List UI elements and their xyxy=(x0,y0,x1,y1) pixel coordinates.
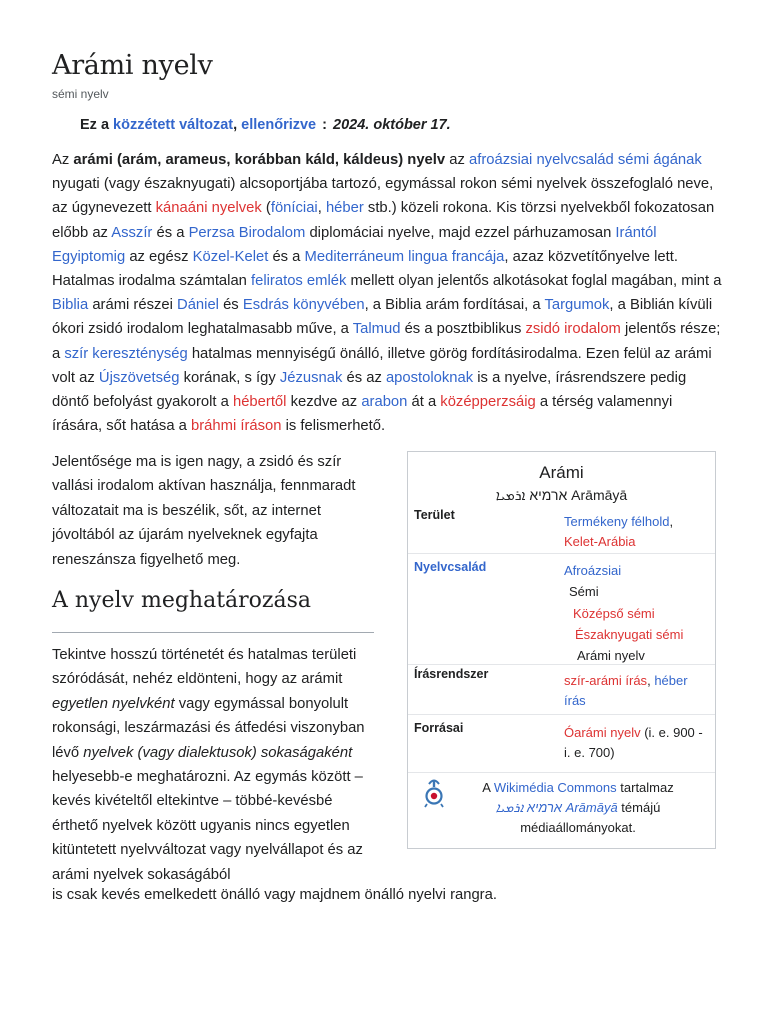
infobox-divider xyxy=(408,553,715,554)
infobox-divider xyxy=(408,664,715,665)
intro-link[interactable]: Irántól Egyiptomig xyxy=(52,224,657,265)
intro-text: Az xyxy=(52,152,74,168)
territory-value xyxy=(564,512,706,552)
intro-text: korának, s így xyxy=(179,369,280,386)
intro-text: hatalmas mennyiségű önálló, illetve görög fordításirodalma. Ezen felül az arámi volt az xyxy=(52,345,712,386)
intro-link[interactable]: Asszír xyxy=(111,224,153,241)
intro-link[interactable]: zsidó irodalom xyxy=(525,321,621,338)
family-label-link[interactable]: Nyelvcsalád xyxy=(414,560,487,574)
intro-text: és a posztbiblikus xyxy=(400,321,526,338)
definition-text: nyelvek (vagy dialektusok) sokaságaként xyxy=(83,744,353,761)
definition-text: Tekintve hosszú történetét és hatalmas területi szóródását, nehéz eldönteni, hogy az arámit xyxy=(52,647,357,688)
definition-text: egyetlen nyelvként xyxy=(52,695,175,712)
revision-colon: : xyxy=(322,117,327,133)
old-aramaic-link[interactable]: Óarámi nyelv xyxy=(564,725,641,740)
intro-text: mellett olyan jelentős alkotásokat foglal magában, mint a xyxy=(346,273,722,290)
revision-prefix: Ez a xyxy=(80,117,110,133)
fertile-crescent-link[interactable]: Termékeny félhold xyxy=(564,514,670,529)
east-arabia-link[interactable]: Kelet-Arábia xyxy=(564,534,636,549)
intro-text: át a xyxy=(407,394,441,411)
intro-link[interactable]: középperzsáig xyxy=(440,394,536,411)
intro-text: az egész xyxy=(125,248,193,265)
intro-text: , a Biblián kívüli ókori zsidó irodalom leghatalmasabb műve, a xyxy=(52,297,713,338)
wikimedia-commons-link[interactable]: Wikimédia Commons xyxy=(493,780,617,795)
commons-mid: tartalmaz xyxy=(616,780,674,795)
intro-link[interactable]: Jézusnak xyxy=(279,369,343,386)
sources-label: Forrásai xyxy=(414,721,464,735)
commons-box xyxy=(408,772,715,848)
sources-value xyxy=(564,723,706,763)
commons-topic-link[interactable]: ארמיא ܐܪܡܝܐ Arāmāyā xyxy=(495,800,618,815)
sources-period: (i. e. 900 - i. e. 700) xyxy=(564,725,703,760)
language-infobox xyxy=(407,451,716,849)
intro-text: kezdve az xyxy=(286,394,362,411)
definition-paragraph-tail: is csak kevés emelkedett önálló vagy majdnem önálló nyelvi rangra. xyxy=(52,887,497,903)
revision-date: 2024. október 17. xyxy=(333,117,451,133)
intro-link[interactable]: Újszövetség xyxy=(98,369,180,386)
intro-text: , xyxy=(317,200,326,217)
intro-link[interactable]: sémi ágának xyxy=(617,152,702,168)
definition-paragraph xyxy=(52,643,374,887)
intro-text: és a xyxy=(152,224,189,241)
definition-text: vagy egymással bonyolult rokonsági, leszármazási és átfedési viszonyban lévő xyxy=(52,695,365,761)
intro-link[interactable]: Közel-Kelet xyxy=(192,248,269,265)
intro-text: , azaz közvetítőnyelve lett. Hatalmas irodalma számtalan xyxy=(52,248,678,290)
intro-link[interactable]: szír kereszténység xyxy=(64,345,188,362)
section-heading: A nyelv meghatározása xyxy=(52,588,312,613)
intro-link[interactable]: Mediterráneum lingua francája xyxy=(304,248,505,265)
revision-comma: , xyxy=(233,117,238,133)
intro-text: is a nyelve, írásrendszere pedig döntő befolyást gyakorolt a xyxy=(52,369,687,411)
family-tree xyxy=(564,560,706,666)
intro-link[interactable]: Esdrás könyvében xyxy=(242,297,365,314)
intro-link[interactable]: Dániel xyxy=(177,297,219,314)
wikimedia-commons-icon[interactable] xyxy=(422,778,446,808)
intro-link[interactable]: héber xyxy=(325,200,364,217)
family-semitic: Sémi xyxy=(569,584,599,600)
family-central-semitic-link[interactable]: Középső sémi xyxy=(573,605,655,621)
intro-link[interactable]: apostoloknak xyxy=(385,369,474,386)
intro-text: és az xyxy=(342,369,386,386)
intro-link[interactable]: arabon xyxy=(361,394,408,411)
checked-link[interactable]: ellenőrizve xyxy=(241,117,317,133)
syriac-aramaic-script-link[interactable]: szír-arámi írás xyxy=(564,673,648,688)
intro-text: nyugati (vagy északnyugati) alcsoportjába tartozó, egymással rokon sémi nyelvek összefoglaló neve, az úgynevezett xyxy=(52,176,714,217)
intro-link[interactable]: Perzsa Birodalom xyxy=(188,224,306,241)
family-afroasiatic-link[interactable]: Afroázsiai xyxy=(564,563,622,578)
significance-paragraph: Jelentősége ma is igen nagy, a zsidó és szír vallási irodalom aktívan használja, fennmaradt változatait ma is beszélik, sőt, az internet jóvoltából az újarám nyelveknek egyfajta reneszánsza figyelhető meg. xyxy=(52,454,356,568)
intro-text: és a xyxy=(268,248,305,265)
commons-post: témájú médiaállományokat. xyxy=(520,800,661,835)
commons-text xyxy=(448,778,708,838)
intro-link[interactable]: Talmud xyxy=(352,321,401,338)
intro-text: , a Biblia arám fordításai, a xyxy=(364,297,545,314)
intro-text: arámi (arám, arameus, korábban káld, káldeus) nyelv xyxy=(73,152,446,168)
definition-text: helyesebb-e meghatározni. Az egymás között – kevés kivételtől eltekintve – többé-kevésbé érthető nyelvek között ugyanis nincs egyetlen kitüntetett nyelvváltozat vagy nyelvállapot és az arámi nyelvek sokaságából xyxy=(52,769,363,883)
page-title: Arámi nyelv xyxy=(52,50,213,81)
intro-text: a térség valamennyi írására, sőt hatása a xyxy=(52,394,673,435)
intro-link[interactable]: afroázsiai nyelvcsalád xyxy=(469,152,614,168)
intro-link[interactable]: föníciai xyxy=(270,200,318,217)
intro-text: és xyxy=(218,297,243,314)
intro-text: is felismerhető. xyxy=(281,418,386,435)
intro-link[interactable]: Biblia xyxy=(52,297,89,314)
intro-text: az xyxy=(445,152,469,168)
intro-paragraph xyxy=(52,148,724,438)
script-separator: , xyxy=(647,673,651,688)
intro-text: diplomáciai nyelve, majd ezzel párhuzamosan xyxy=(305,224,616,241)
commons-pre: A xyxy=(482,780,494,795)
family-northwest-semitic-link[interactable]: Északnyugati sémi xyxy=(575,626,684,642)
infobox-title: Arámi xyxy=(539,463,584,482)
family-aramaic: Arámi nyelv xyxy=(577,648,645,664)
intro-link[interactable]: bráhmi íráson xyxy=(191,418,282,435)
territory-label: Terület xyxy=(414,508,455,522)
script-value xyxy=(564,671,706,711)
intro-text: jelentős része; a xyxy=(52,321,721,362)
territory-separator: , xyxy=(669,514,674,529)
intro-text: arámi részei xyxy=(88,297,178,314)
page-subtitle: sémi nyelv xyxy=(52,87,109,101)
revision-notice xyxy=(80,117,451,133)
hebrew-script-link[interactable]: héber írás xyxy=(564,673,688,708)
published-version-link[interactable]: közzétett változat xyxy=(113,117,234,133)
intro-text: stb.) közeli rokona. Kis törzsi nyelvekből fokozatosan előbb az xyxy=(52,200,715,241)
script-label: Írásrendszer xyxy=(414,667,489,681)
infobox-native-name: ארמיא ܐܪܡܝܐ Arāmāyā xyxy=(495,487,628,503)
intro-link[interactable]: hébertől xyxy=(232,394,287,411)
intro-link[interactable]: feliratos emlék xyxy=(251,273,347,290)
intro-link[interactable]: Targumok xyxy=(544,297,610,314)
infobox-divider xyxy=(408,714,715,715)
section-divider xyxy=(52,632,374,633)
intro-link[interactable]: kánaáni nyelvek xyxy=(155,200,262,217)
intro-text: ( xyxy=(261,200,271,217)
